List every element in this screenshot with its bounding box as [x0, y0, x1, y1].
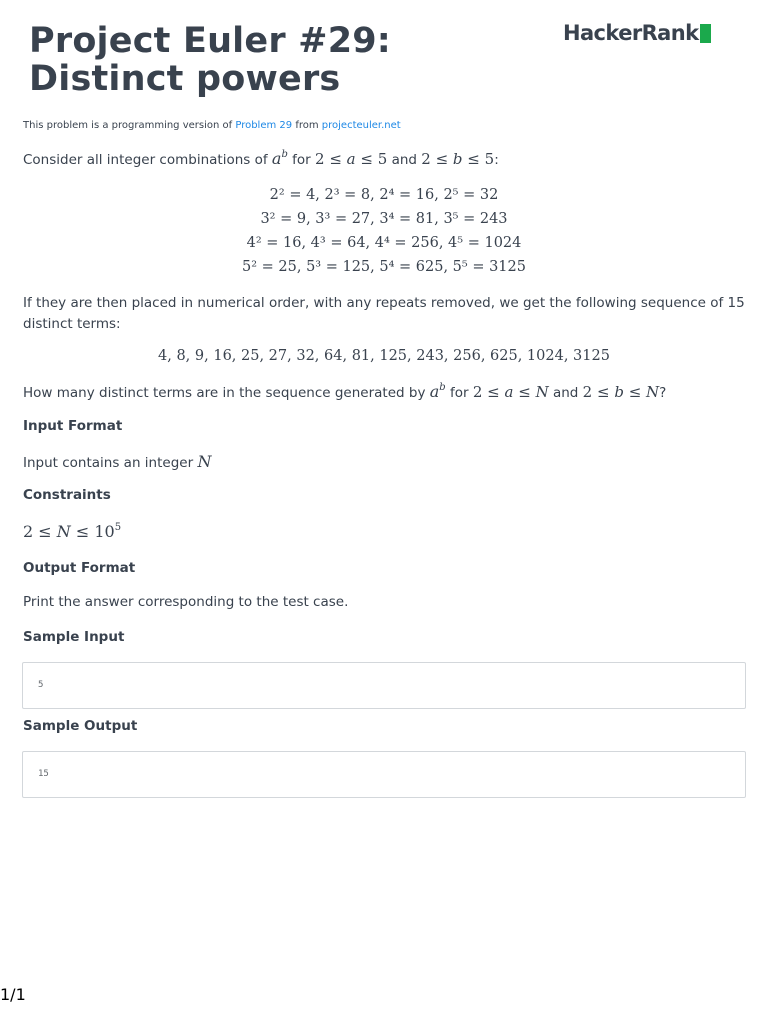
p1-end: :: [494, 152, 499, 168]
intro-middle: from: [292, 120, 322, 131]
problem-29-link[interactable]: Problem 29: [235, 120, 293, 131]
sequence-line: 4, 8, 9, 16, 25, 27, 32, 64, 81, 125, 243, 256, 625, 1024, 3125: [158, 348, 610, 364]
statement-paragraph-2: If they are then placed in numerical order, with any repeats removed, we get the following sequence of 15 distinct terms:: [23, 295, 745, 332]
sample-input-heading: Sample Input: [23, 629, 125, 645]
constraints-text: [23, 521, 745, 544]
math-range-b: 2 ≤ b ≤ 5: [421, 150, 495, 168]
input-format-label: Input contains an integer: [23, 455, 198, 471]
math-a-pow-b: $a^b$: [271, 149, 288, 168]
math-range-a-n: 2 ≤ a ≤ N: [472, 383, 549, 401]
equation-line: 4² = 16, 4³ = 64, 4⁴ = 256, 4⁵ = 1024: [246, 235, 522, 251]
hackerrank-logo[interactable]: [563, 20, 711, 46]
page-title: Project Euler #29: Distinct powers: [29, 21, 391, 99]
sample-output-heading: Sample Output: [23, 718, 138, 734]
intro-prefix: This problem is a programming version of: [23, 120, 236, 131]
constraints-heading: Constraints: [23, 487, 111, 503]
equation-line: 5² = 25, 5³ = 125, 5⁴ = 625, 5⁵ = 3125: [242, 259, 526, 275]
input-format-heading: Input Format: [23, 418, 123, 434]
math-range-b-n: 2 ≤ b ≤ N: [582, 383, 660, 401]
sample-input-box[interactable]: [22, 662, 746, 709]
sample-output-value: 15: [38, 769, 49, 779]
statement-paragraph-1: [23, 148, 745, 171]
math-a-pow-b: $a^b$: [429, 382, 446, 401]
equation-line: 2² = 4, 2³ = 8, 2⁴ = 16, 2⁵ = 32: [269, 187, 499, 203]
distinct-sequence: [0, 344, 768, 368]
equation-line: 3² = 9, 3³ = 27, 3⁴ = 81, 3⁵ = 243: [260, 211, 508, 227]
powers-equations: [0, 183, 768, 279]
p1-for: for: [287, 152, 316, 168]
p3-for: for: [445, 385, 473, 401]
output-format-text: Print the answer corresponding to the test case.: [23, 594, 349, 610]
input-format-text: [23, 451, 745, 474]
logo-mark-icon: [700, 24, 711, 43]
p1-and: and: [387, 152, 422, 168]
output-format-heading: Output Format: [23, 560, 136, 576]
p1-prefix: Consider all integer combinations of: [23, 152, 272, 168]
p3-prefix: How many distinct terms are in the sequence generated by: [23, 385, 430, 401]
page-number: 1/1: [0, 985, 26, 1004]
logo-text: HackerRank: [563, 21, 699, 45]
math-n: N: [197, 452, 212, 471]
sample-output-box[interactable]: [22, 751, 746, 798]
projecteuler-link[interactable]: projecteuler.net: [321, 120, 401, 131]
math-range-a: 2 ≤ a ≤ 5: [315, 150, 388, 168]
statement-paragraph-3: [23, 381, 745, 404]
math-constraint: $2 \le N \le 10^5$: [23, 522, 122, 541]
intro-line: [23, 120, 401, 131]
p3-end: ?: [659, 385, 667, 401]
sample-input-value: 5: [38, 680, 44, 690]
p3-and: and: [548, 385, 583, 401]
